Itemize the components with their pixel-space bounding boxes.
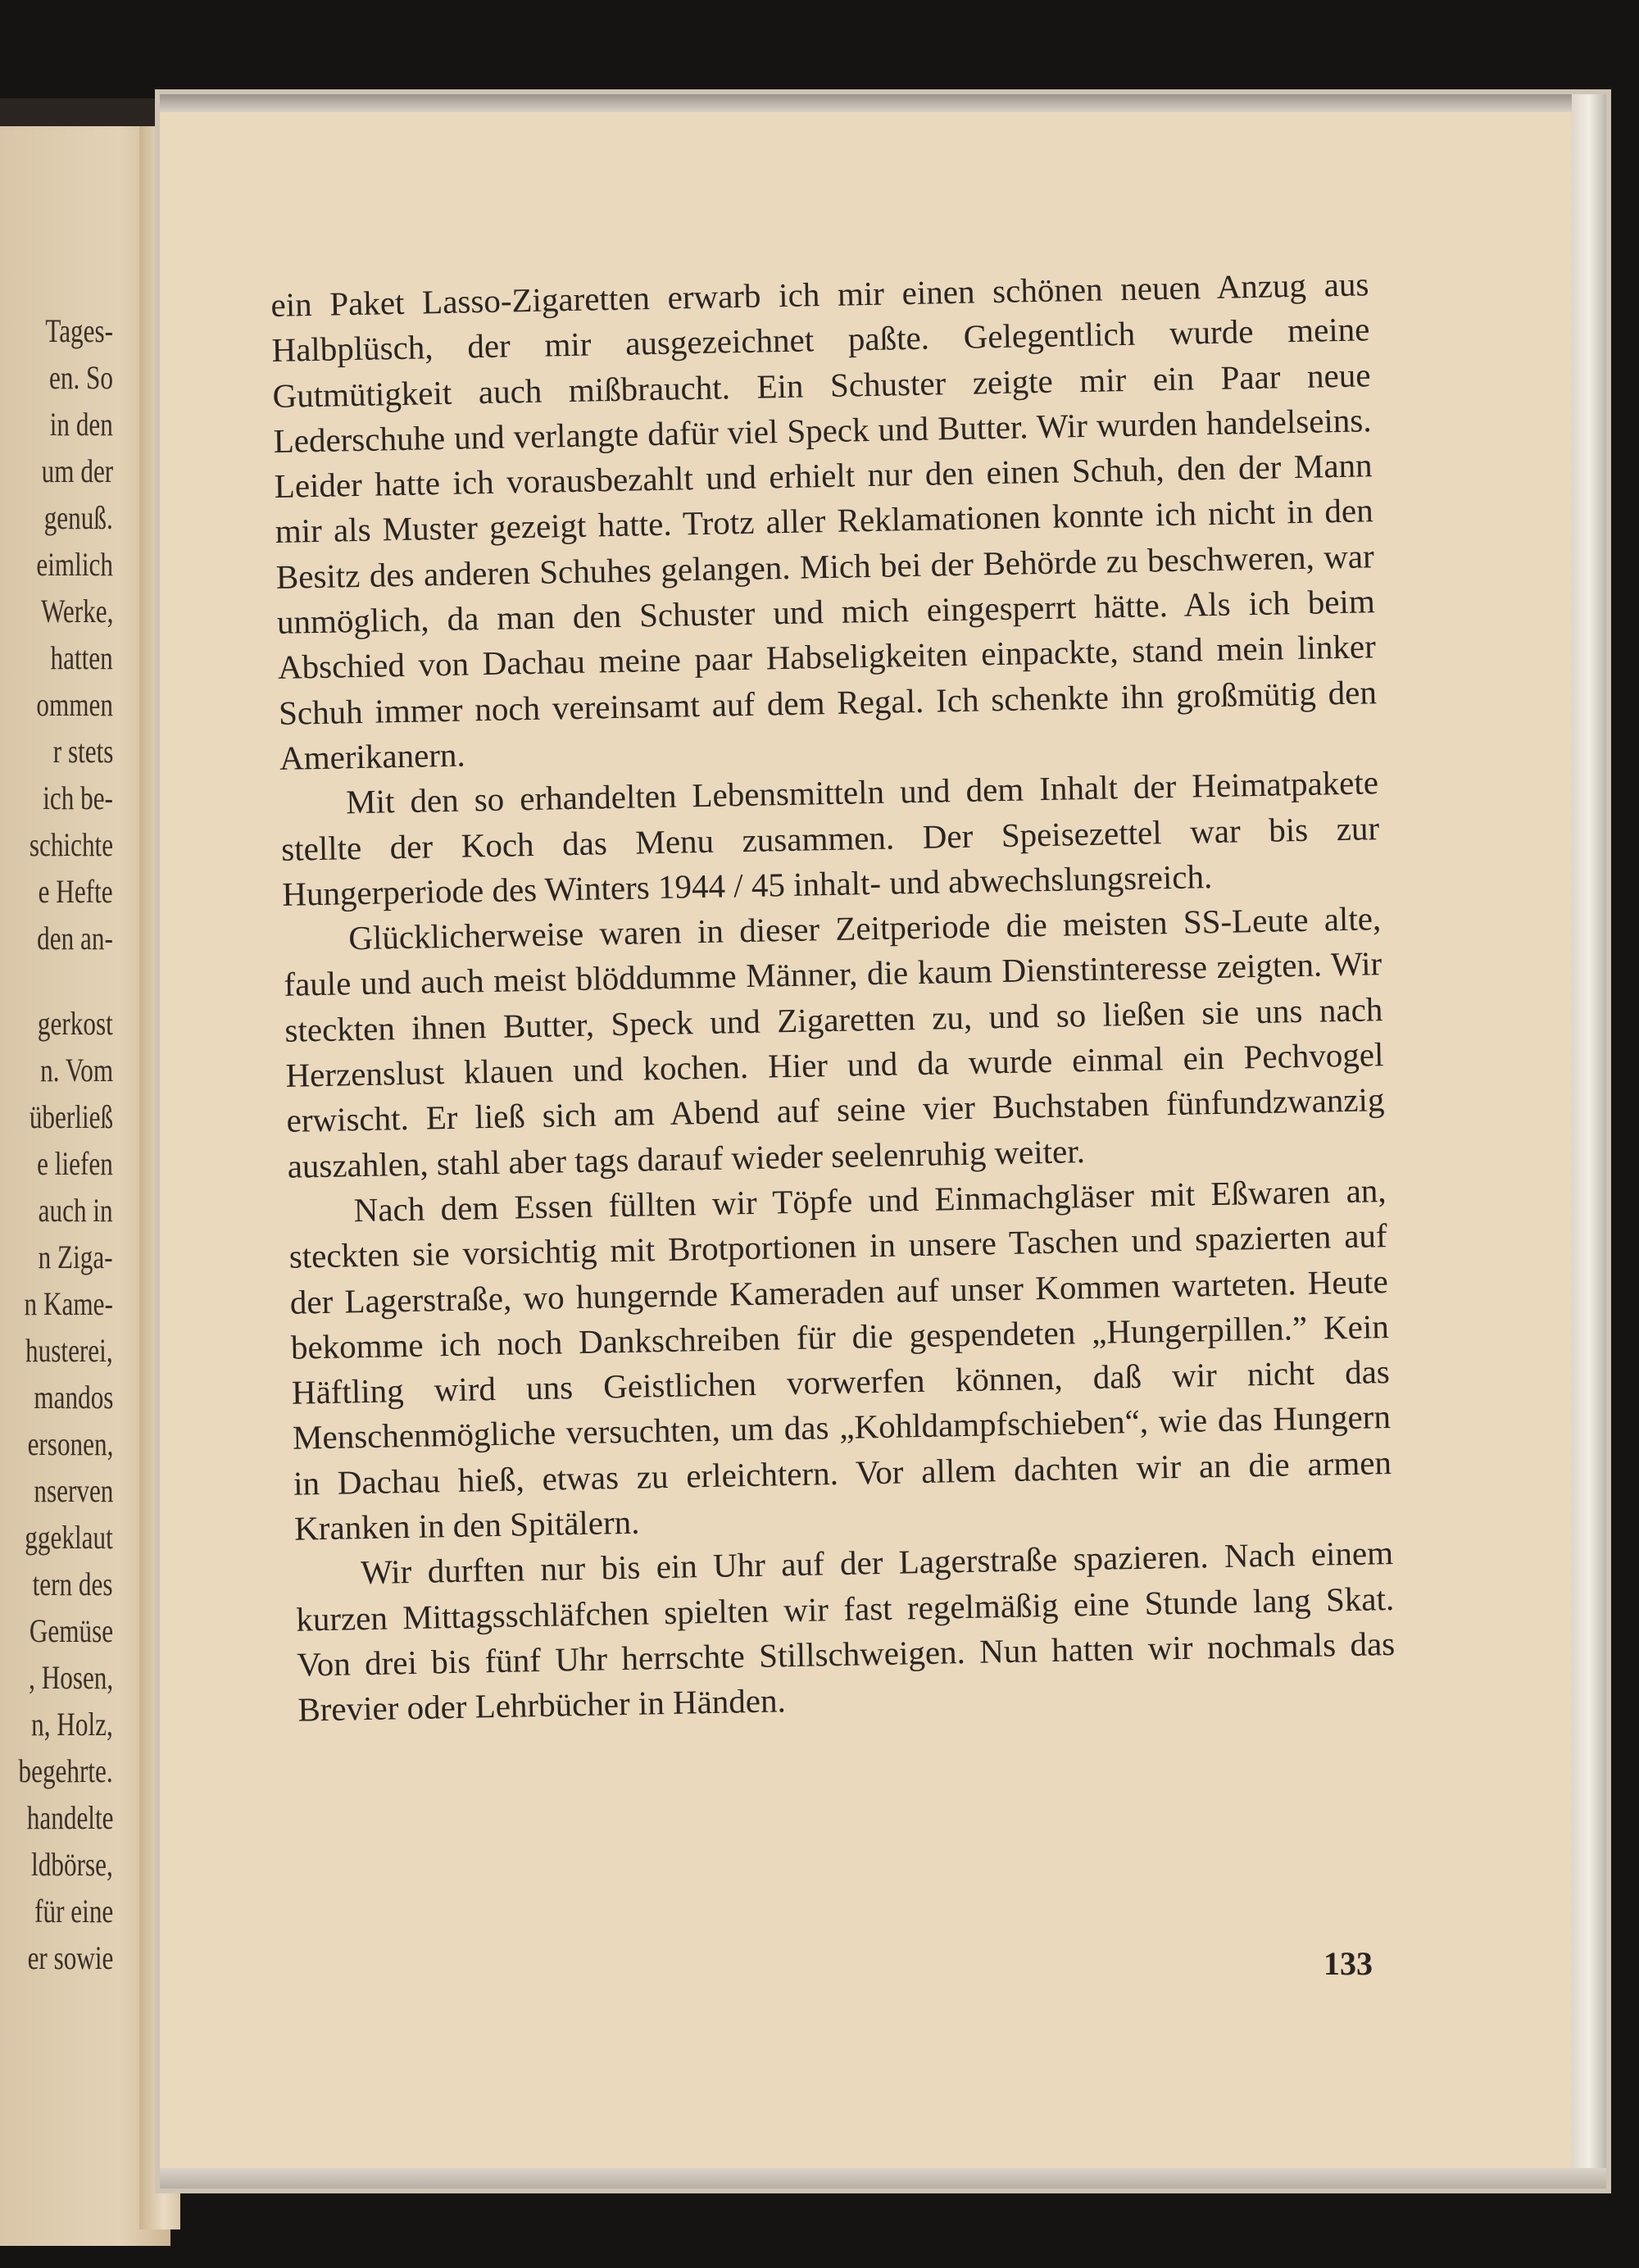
paragraph: ein Paket Lasso-Zigaretten erwarb ich mir einen schönen neuen Anzug aus Halbplüsch, der mir ausgezeichnet paßte. Gelegentlich wurde meine Gutmütigkeit auch mißbraucht. Ein Schuster zeigte mir ein Paar neue Lederschuhe und verlangte dafür viel Speck und Butter. Wir wurden handelseins. Leider hatte ich vorausbezahlt und erhielt nur den einen Schuh, den der Mann mir als Muster gezeigt hatte. Trotz aller Reklamationen konnte ich nicht in den Besitz des anderen Schuhes gelangen. Mich bei der Behörde zu beschweren, war unmöglich, da man den Schuster und mich eingesperrt hätte. Als ich beim Abschied von Dachau meine paar Habseligkeiten einpackte, stand mein linker Schuh immer noch vereinsamt auf dem Regal. Ich schenkte ihn großmütig den Amerikanern. bbox=[270, 265, 1378, 777]
left-fragment: in den bbox=[49, 406, 113, 443]
left-fragment: r stets bbox=[52, 733, 113, 770]
left-fragment: ldbörse, bbox=[31, 1846, 113, 1883]
left-fragment: tern des bbox=[33, 1566, 113, 1602]
paragraph: Glücklicherweise waren in dieser Zeitperiode die meisten SS-Leute alte, faule und auch meist blöddumme Männer, die kaum Dienstinteresse zeigten. Wir steckten ihnen Butter, Speck und Zigaretten zu, und so ließen sie uns nach Herzenslust klauen und kochen. Hier und da wurde einmal ein Pechvogel erwischt. Er ließ sich am Abend auf seine vier Buchstaben fünfundzwanzig auszahlen, stahl aber tags darauf wieder seelenruhig weiter. bbox=[284, 899, 1385, 1185]
left-fragment: den an- bbox=[37, 920, 113, 957]
left-fragment: ggeklaut bbox=[25, 1519, 113, 1556]
left-fragment: e Hefte bbox=[39, 873, 113, 910]
left-fragment: für eine bbox=[34, 1893, 113, 1929]
left-fragment: n Ziga- bbox=[39, 1239, 113, 1275]
left-fragment: eimlich bbox=[36, 546, 113, 583]
left-fragment: mandos bbox=[33, 1379, 113, 1416]
left-fragment: n. Vom bbox=[39, 1052, 113, 1089]
paragraph: Wir durften nur bis ein Uhr auf der Lagerstraße spazieren. Nach einem kurzen Mittagsschläfchen spielten wir fast regelmäßig eine Stunde lang Skat. Von drei bis fünf Uhr herrschte Stillschweigen. Nun hatten wir nochmals das Brevier oder Lehrbücher in Händen. bbox=[295, 1534, 1396, 1729]
paragraph: Mit den so erhandelten Lebensmitteln und dem Inhalt der Heimatpakete stellte der Koch das Menu zusammen. Der Speisezettel war bis zur Hungerperiode des Winters 1944 / 45 inhalt- und abwechslungsreich. bbox=[280, 763, 1380, 913]
left-fragment: er sowie bbox=[27, 1939, 113, 1976]
left-fragment: gerkost bbox=[38, 1005, 113, 1042]
left-fragment: en. So bbox=[49, 359, 113, 396]
left-fragment: nserven bbox=[33, 1472, 113, 1509]
left-fragment: n, Holz, bbox=[31, 1706, 113, 1743]
left-fragment: genuß. bbox=[43, 499, 113, 536]
left-fragment: Werke, bbox=[40, 593, 113, 629]
left-fragment: schichte bbox=[29, 826, 113, 863]
left-fragment: auch in bbox=[39, 1192, 113, 1229]
page-top-edge bbox=[160, 94, 1606, 112]
left-fragment: handelte bbox=[26, 1799, 113, 1836]
page-number: 133 bbox=[1323, 1945, 1373, 1982]
left-fragment: n Kame- bbox=[24, 1285, 113, 1322]
page-stack-edge bbox=[1572, 94, 1606, 2188]
left-fragment: um der bbox=[41, 452, 113, 489]
left-fragment: e liefen bbox=[37, 1145, 113, 1182]
left-fragment: begehrte. bbox=[18, 1752, 113, 1789]
left-fragment: husterei, bbox=[25, 1332, 113, 1369]
left-page-top-edge bbox=[0, 98, 164, 126]
left-fragment: ich be- bbox=[43, 779, 113, 816]
paragraph: Nach dem Essen füllten wir Töpfe und Einmachgläser mit Eßwaren an, steckten sie vorsichtig mit Brotportionen in unsere Taschen und spazierten auf der Lagerstraße, wo hungernde Kameraden auf unser Kommen warteten. Heute bekomme ich noch Dankschreiben für die gespendeten „Hungerpillen.” Kein Häftling wird uns Geistlichen vorwerfen können, daß wir nicht das Menschenmögliche versuchten, um das „Kohldampfschieben“, wie das Hungern in Dachau hieß, etwas zu erleichtern. Vor allem dachten wir an die armen Kranken in den Spitälern. bbox=[288, 1171, 1392, 1548]
page-text-block bbox=[270, 261, 1396, 1733]
left-fragment: überließ bbox=[29, 1098, 113, 1135]
left-fragment: Gemüse bbox=[29, 1612, 113, 1649]
left-fragment: , Hosen, bbox=[28, 1659, 113, 1696]
page-bottom-edge bbox=[160, 2168, 1606, 2188]
left-fragment: ersonen, bbox=[27, 1425, 113, 1462]
left-fragment: ommen bbox=[36, 686, 113, 723]
left-fragment: hatten bbox=[50, 639, 113, 676]
left-fragment: Tages- bbox=[45, 312, 113, 349]
